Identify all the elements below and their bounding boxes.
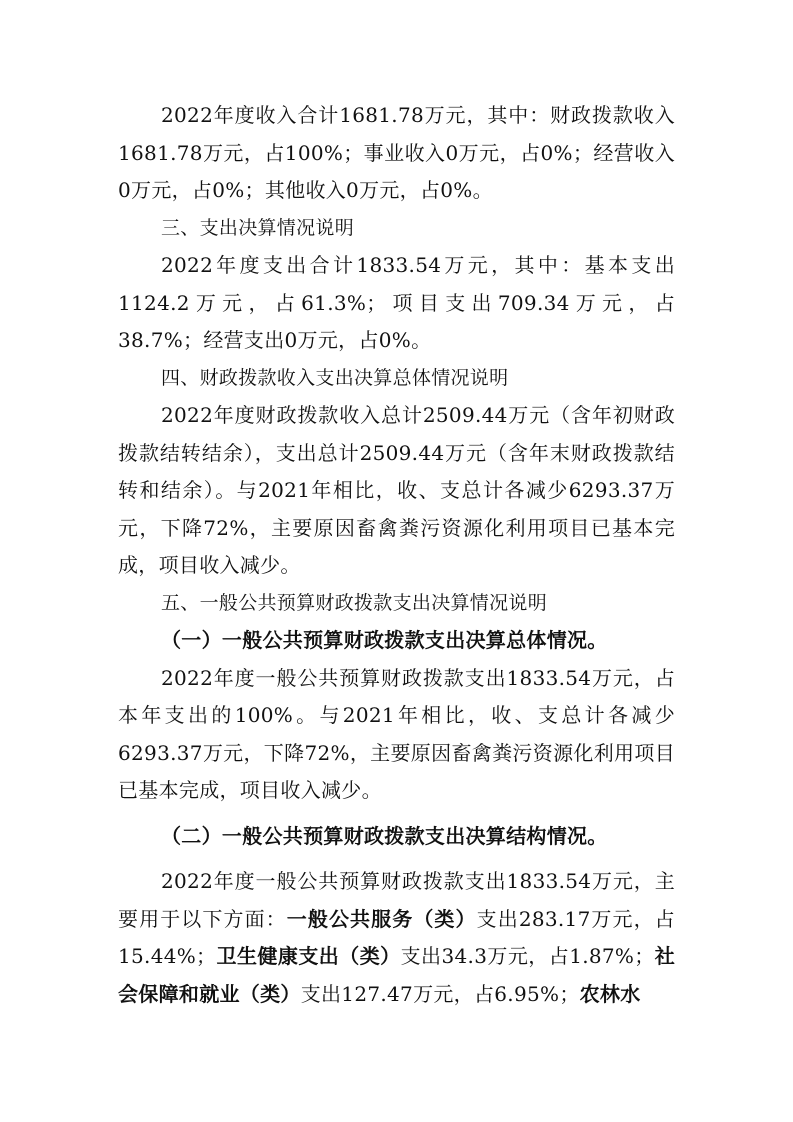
section-heading-general-public-budget: 五、一般公共预算财政拨款支出决算情况说明 <box>161 591 548 614</box>
category-health: 卫生健康支出（类） <box>216 944 401 968</box>
category-agriculture: 农林水 <box>579 981 641 1006</box>
paragraph-general-budget-overall: 2022年度一般公共预算财政拨款支出1833.54万元，占本年支出的100%。与2021年相比，收、支总计各减少6293.37万元，下降72%，主要原因畜禽粪污资源化利用项目已基本完成，项目收入减少。 <box>118 665 675 802</box>
paragraph-expenditure-total: 2022年度支出合计1833.54万元，其中：基本支出1124.2万元，占61.3%；项目支出709.34万元，占38.7%；经营支出0万元，占0%。 <box>118 253 675 352</box>
paragraph-income-total: 2022年度收入合计1681.78万元，其中：财政拨款收入1681.78万元，占100%；事业收入0万元，占0%；经营收入0万元，占0%；其他收入0万元，占0%。 <box>118 103 675 202</box>
paragraph-fiscal-appropriation: 2022年度财政拨款收入总计2509.44万元（含年初财政拨款结转结余），支出总计2509.44万元（含年末财政拨款结转和结余）。与2021年相比，收、支总计各减少6293.37万元，下降72%，主要原因畜禽粪污资源化利用项目已基本完成，项目收入减少。 <box>118 403 675 577</box>
structure-text-2: 支出283.17万元，占15.44%； <box>118 906 675 968</box>
category-social-security: 社会保障和就业（类） <box>118 944 675 1006</box>
subheading-overall: （一）一般公共预算财政拨款支出决算总体情况。 <box>161 628 608 652</box>
section-heading-expenditure: 三、支出决算情况说明 <box>161 216 355 239</box>
section-heading-fiscal-appropriation: 四、财政拨款收入支出决算总体情况说明 <box>161 366 509 389</box>
structure-text-4: 支出127.47万元，占6.95%； <box>300 981 580 1006</box>
category-general-public-services: 一般公共服务（类） <box>286 906 477 931</box>
structure-text-3: 支出34.3万元，占1.87%； <box>400 944 655 968</box>
paragraph-general-budget-structure <box>118 863 675 1013</box>
structure-text-1: 2022年度一般公共预算财政拨款支出1833.54万元，主要用于以下方面： <box>118 869 675 931</box>
subheading-structure: （二）一般公共预算财政拨款支出决算结构情况。 <box>161 823 608 848</box>
